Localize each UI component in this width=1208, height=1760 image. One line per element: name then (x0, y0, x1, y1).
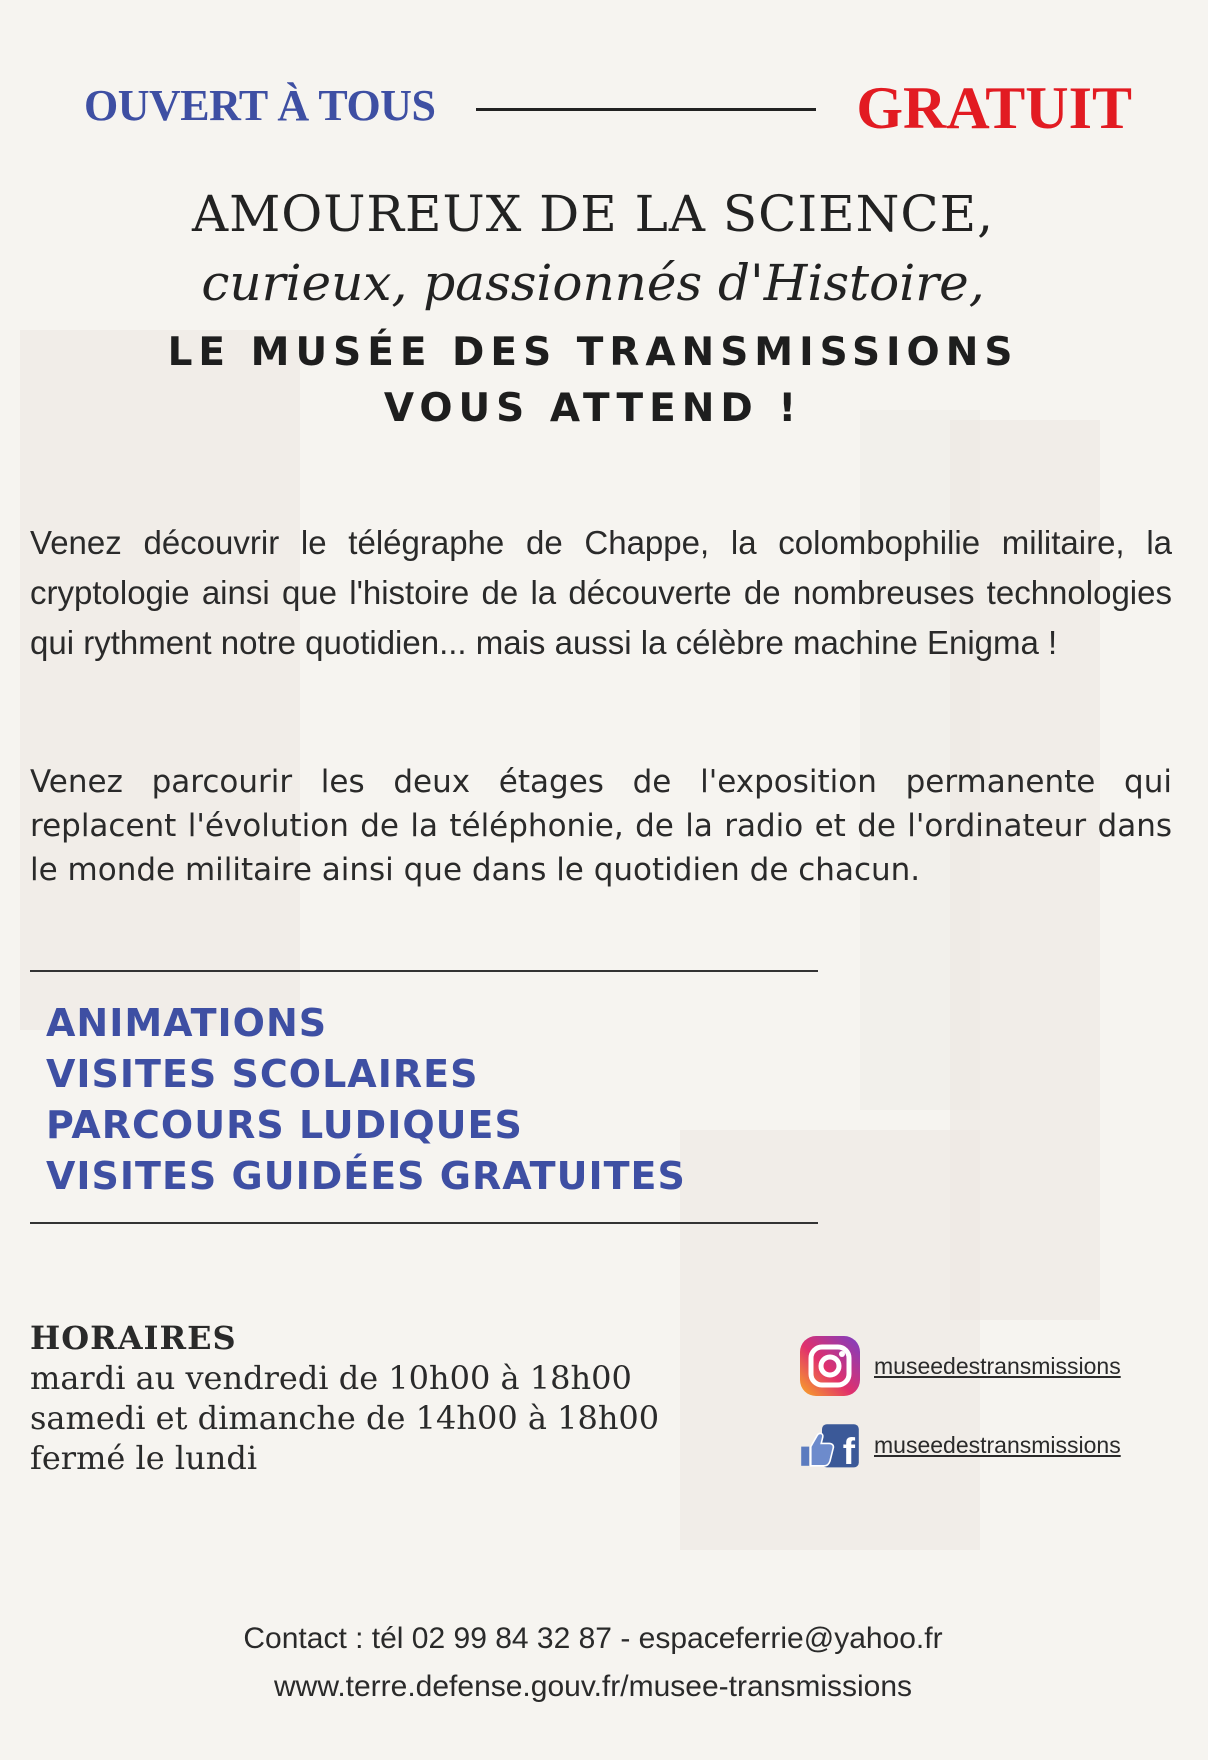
hours-line: fermé le lundi (30, 1439, 258, 1477)
activities-list (46, 998, 686, 1202)
intro-paragraph: Venez découvrir le télégraphe de Chappe, la colombophilie militaire, la cryptologie ainsi que l'histoire de la découverte de nombreuses technologies qui rythment notre quotidien... mais aussi la célèbre machine Enigma ! (30, 524, 1172, 661)
headline-awaits: VOUS ATTEND ! (383, 386, 803, 431)
svg-text:f: f (842, 1431, 856, 1473)
headline-science: AMOUREUX DE LA SCIENCE, (191, 185, 995, 243)
background-building-left (20, 330, 300, 1030)
free-label: GRATUIT (856, 75, 1132, 141)
hours-line: samedi et dimanche de 14h00 à 18h00 (30, 1399, 660, 1437)
instagram-link[interactable] (798, 1334, 1121, 1398)
headline-curious: curieux, passionnés d'Histoire, (201, 254, 985, 312)
facebook-like-icon (798, 1413, 862, 1477)
contact-info[interactable]: Contact : tél 02 99 84 32 87 - espaceferrie@yahoo.fr (243, 1622, 943, 1655)
instagram-icon (798, 1334, 862, 1398)
section-divider-bottom (30, 1222, 818, 1224)
open-to-all-label: OUVERT À TOUS (84, 81, 436, 130)
activity-item: VISITES GUIDÉES GRATUITES (46, 1154, 686, 1198)
header-divider (476, 108, 816, 111)
exhibition-paragraph: Venez parcourir les deux étages de l'exposition permanente qui replacent l'évolution de la téléphonie, de la radio et de l'ordinateur dans le monde militaire ainsi que dans le quotidien de chacun. (30, 764, 1172, 888)
website-link[interactable]: www.terre.defense.gouv.fr/musee-transmissions (273, 1670, 913, 1703)
hours-line: mardi au vendredi de 10h00 à 18h00 (30, 1359, 632, 1397)
opening-hours (30, 1318, 659, 1478)
hours-title: HORAIRES (30, 1319, 237, 1357)
instagram-handle[interactable]: museedestransmissions (874, 1352, 1121, 1379)
section-divider-top (30, 970, 818, 972)
activity-item: ANIMATIONS (46, 1001, 328, 1045)
facebook-handle[interactable]: museedestransmissions (874, 1431, 1121, 1458)
activity-item: VISITES SCOLAIRES (46, 1052, 479, 1096)
headline-museum: LE MUSÉE DES TRANSMISSIONS (167, 330, 1019, 375)
activity-item: PARCOURS LUDIQUES (46, 1103, 523, 1147)
facebook-link[interactable] (798, 1413, 1121, 1477)
